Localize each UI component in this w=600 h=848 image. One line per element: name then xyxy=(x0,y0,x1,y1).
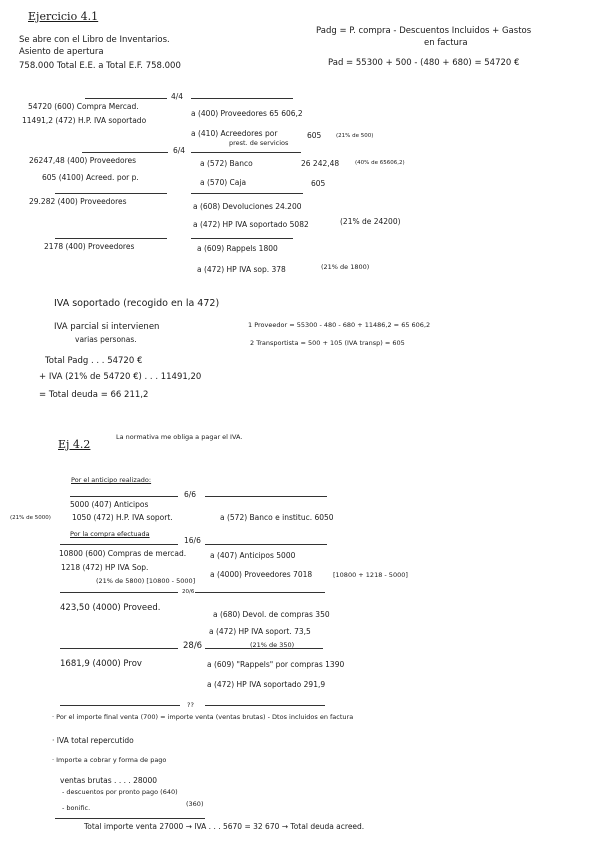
amount: 26 242,48 xyxy=(301,159,340,168)
annotation: (21% de 5000) xyxy=(10,515,51,521)
journal-debit-line: 29.282 (400) Proveedores xyxy=(29,197,127,206)
journal-credit-line: a (609) Rappels 1800 xyxy=(197,244,278,253)
journal-debit-line: 11491,2 (472) H.P. IVA soportado xyxy=(22,116,147,125)
amount: 605 xyxy=(311,179,326,188)
caption: Por el anticipo realizado: xyxy=(71,476,152,484)
journal-credit-line: a (608) Devoluciones 24.200 xyxy=(193,202,302,211)
journal-credit-line: a (407) Anticipos 5000 xyxy=(210,551,296,560)
intro-line: Asiento de apertura xyxy=(19,47,104,57)
entry-date: 28/6 xyxy=(183,641,203,651)
calculation-line: - descuentos por pronto pago (640) xyxy=(62,788,178,796)
entry-date: 6/4 xyxy=(173,146,186,155)
journal-credit-line: a (572) Banco e instituc. 6050 xyxy=(220,513,334,522)
annotation: (40% de 65606,2) xyxy=(355,160,405,166)
caption: Por la compra efectuada xyxy=(70,530,150,538)
journal-credit-line: a (472) HP IVA soportado 291,9 xyxy=(207,680,326,689)
bullet-line: · Por el importe final venta (700) = importe venta (ventas brutas) - Dtos incluidos en factura xyxy=(52,713,354,721)
journal-credit-line: a (680) Devol. de compras 350 xyxy=(213,610,330,619)
journal-debit-line: 1218 (472) HP IVA Sop. xyxy=(61,563,149,572)
padg-formula: Padg = P. compra - Descuentos Incluidos + Gastos xyxy=(316,26,532,36)
calculation-line: 2 Transportista = 500 + 105 (IVA transp) = 605 xyxy=(250,339,405,347)
annotation: (21% de 500) xyxy=(336,133,374,139)
journal-credit-line: a (572) Banco xyxy=(200,159,253,168)
note-line: IVA parcial si intervienen xyxy=(54,322,160,332)
journal-credit-line: a (4000) Proveedores 7018 xyxy=(210,570,313,579)
entry-date: 4/4 xyxy=(171,92,184,101)
amount: 605 xyxy=(307,131,322,140)
journal-debit-line: 54720 (600) Compra Mercad. xyxy=(28,102,139,111)
calculation-line: Total Padg . . . 54720 € xyxy=(45,356,143,366)
annotation: (21% de 1800) xyxy=(321,263,370,271)
entry-date: 20/6 xyxy=(182,589,195,595)
journal-credit-line: a (609) "Rappels" por compras 1390 xyxy=(207,660,345,669)
journal-credit-line: a (570) Caja xyxy=(200,178,247,187)
exercise-title: Ej 4.2 xyxy=(58,438,91,451)
journal-debit-line: (21% de 5800) [10800 - 5000] xyxy=(96,577,196,585)
journal-debit-line: 26247,48 (400) Proveedores xyxy=(29,156,137,165)
pad-calculation: Pad = 55300 + 500 - (480 + 680) = 54720 € xyxy=(328,58,520,68)
entry-date: ?? xyxy=(187,701,194,709)
journal-debit-line: 1681,9 (4000) Prov xyxy=(60,659,142,669)
calculation-line: - bonific. xyxy=(62,804,91,812)
calculation-line: = Total deuda = 66 211,2 xyxy=(39,390,149,400)
note-line: varias personas. xyxy=(75,335,137,344)
opening-totals: 758.000 Total E.E. a Total E.F. 758.000 xyxy=(19,61,181,71)
calculation-line: ventas brutas . . . . 28000 xyxy=(60,776,157,785)
journal-credit-line: a (472) HP IVA soportado 5082 xyxy=(193,220,309,229)
journal-credit-line: prest. de servicios xyxy=(229,139,289,147)
journal-credit-line: a (400) Proveedores 65 606,2 xyxy=(191,109,303,118)
bullet-line: · Importe a cobrar y forma de pago xyxy=(52,756,167,764)
journal-debit-line: 423,50 (4000) Proveed. xyxy=(60,603,161,613)
journal-credit-line: a (472) HP IVA soport. 73,5 xyxy=(209,627,311,636)
journal-debit-line: 605 (4100) Acreed. por p. xyxy=(42,173,139,182)
journal-credit-line: a (410) Acreedores por xyxy=(191,129,278,138)
entry-date: 6/6 xyxy=(184,490,197,499)
annotation: [10800 + 1218 - 5000] xyxy=(333,571,408,579)
journal-debit-line: 10800 (600) Compras de mercad. xyxy=(59,549,187,558)
padg-formula: en factura xyxy=(424,38,468,48)
exercise-title: Ejercicio 4.1 xyxy=(28,10,99,23)
journal-debit-line: 5000 (407) Anticipos xyxy=(70,500,149,509)
amount: (360) xyxy=(186,800,204,808)
calculation-line: 1 Proveedor = 55300 - 480 - 680 + 11486,2 = 65 606,2 xyxy=(248,321,431,329)
note-line: La normativa me obliga a pagar el IVA. xyxy=(116,433,243,441)
calculation-line: + IVA (21% de 54720 €) . . . 11491,20 xyxy=(39,372,202,382)
annotation: (21% de 24200) xyxy=(340,217,401,226)
intro-line: Se abre con el Libro de Inventarios. xyxy=(19,35,170,45)
journal-debit-line: 1050 (472) H.P. IVA soport. xyxy=(72,513,173,522)
annotation: (21% de 350) xyxy=(250,641,295,649)
entry-date: 16/6 xyxy=(184,536,201,545)
bullet-line: · IVA total repercutido xyxy=(52,736,134,745)
total-line: Total importe venta 27000 → IVA . . . 5670 = 32 670 → Total deuda acreed. xyxy=(84,822,365,831)
section-heading: IVA soportado (recogido en la 472) xyxy=(54,298,220,309)
journal-debit-line: 2178 (400) Proveedores xyxy=(44,242,135,251)
journal-credit-line: a (472) HP IVA sop. 378 xyxy=(197,265,286,274)
